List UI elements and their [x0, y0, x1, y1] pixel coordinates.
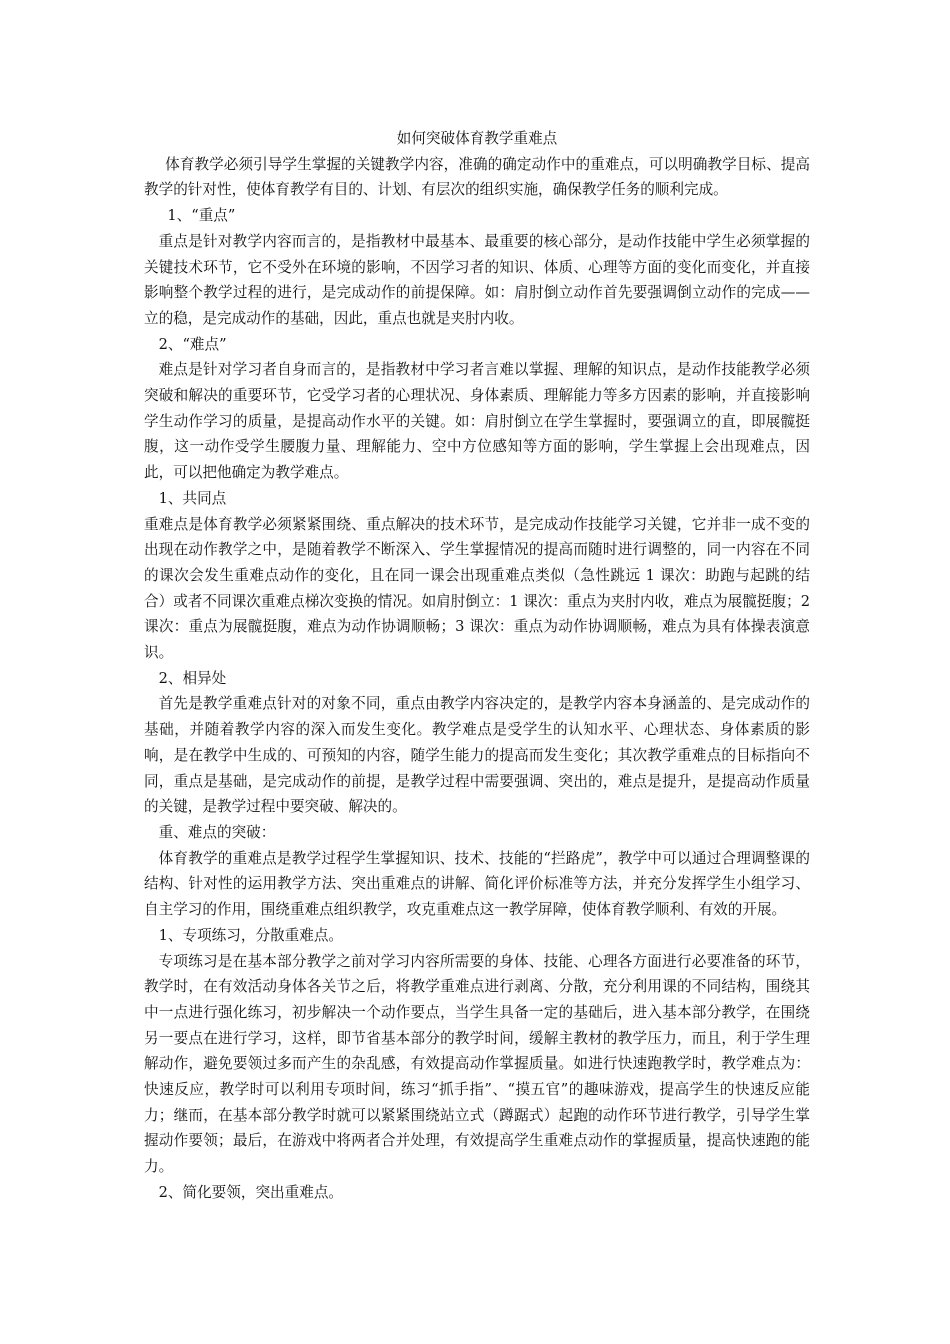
paragraph-nandian: 难点是针对学习者自身而言的，是指教材中学习者言难以掌握、理解的知识点，是动作技能教学必须突破和解决的重要环节，它受学习者的心理状况、身体素质、理解能力等多方因素的影响，并直接影响学生动作学习的质量，是提高动作水平的关键。如：肩肘倒立在学生掌握时，要强调立的直，即展髋挺腹，这一动作受学生腰腹力量、理解能力、空中方位感知等方面的影响，学生掌握上会出现难点，因此，可以把他确定为教学难点。	[144, 361, 810, 482]
paragraph-zhongdian: 重点是针对教学内容而言的，是指教材中最基本、最重要的核心部分，是动作技能中学生必须掌握的关键技术环节，它不受外在环境的影响，不因学习者的知识、体质、心理等方面的变化而变化，并直接影响整个教学过程的进行，是完成动作的前提保障。如：肩肘倒立动作首先要强调倒立动作的完成——立的稳，是完成动作的基础，因此，重点也就是夹肘内收。	[144, 232, 810, 327]
paragraph-tupo: 体育教学的重难点是教学过程学生掌握知识、技术、技能的“拦路虎”，教学中可以通过合理调整课的结构、针对性的运用教学方法、突出重难点的讲解、简化评价标准等方法，并充分发挥学生小组学习、自主学习的作用，围绕重难点组织教学，攻克重难点这一教学屏障，使体育教学顺利、有效的开展。	[144, 849, 810, 919]
document-title: 如何突破体育教学重难点	[396, 130, 558, 147]
paragraph-gongtong: 重难点是体育教学必须紧紧围绕、重点解决的技术环节，是完成动作技能学习关键，它并非一成不变的出现在动作教学之中，是随着教学不断深入、学生掌握情况的提高而随时进行调整的，同一内容在不同的课次会发生重难点动作的变化，且在同一课会出现重难点类似（急性跳远 1 课次：助跑与起跳的结合）或者不同课次重难点梯次变换的情况。如肩肘倒立：1 课次：重点为夹肘内收，难点为展髋挺腹；2 课次：重点为展髋挺腹，难点为动作协调顺畅；3 课次：重点为动作协调顺畅，难点为具有体操表演意识。	[144, 515, 810, 662]
paragraph-zhuanxiang: 专项练习是在基本部分教学之前对学习内容所需要的身体、技能、心理各方面进行必要准备的环节，教学时，在有效活动身体各关节之后，将教学重难点进行剥离、分散，充分利用课的不同结构，围绕其中一点进行强化练习，初步解决一个动作要点，当学生具备一定的基础后，进入基本部分教学，在围绕另一要点在进行学习，这样，即节省基本部分的教学时间，缓解主教材的教学压力，而且，利于学生理解动作，避免要领过多而产生的杂乱感，有效提高动作掌握质量。如进行快速跑教学时，教学难点为：快速反应，教学时可以利用专项时间，练习“抓手指”、“摸五官”的趣味游戏，提高学生的快速反应能力；继而，在基本部分教学时就可以紧紧围绕站立式（蹲踞式）起跑的动作环节进行教学，引导学生掌握动作要领；最后，在游戏中将两者合并处理，有效提高学生重难点动作的掌握质量，提高快速跑的能力。	[144, 952, 810, 1176]
heading-jianhua: 2、简化要领，突出重难点。	[158, 1183, 344, 1201]
intro-paragraph: 体育教学必须引导学生掌握的关键教学内容，准确的确定动作中的重难点，可以明确教学目标、提高教学的针对性，使体育教学有目的、计划、有层次的组织实施，确保教学任务的顺利完成。	[144, 155, 810, 199]
heading-gongtong: 1、共同点	[158, 489, 227, 507]
document-body	[144, 126, 810, 1206]
paragraph-xiangyi: 首先是教学重难点针对的对象不同，重点由教学内容决定的，是教学内容本身涵盖的、是完成动作的基础，并随着教学内容的深入而发生变化。教学难点是受学生的认知水平、心理状态、身体素质的影响，是在教学中生成的、可预知的内容，随学生能力的提高而发生变化；其次教学重难点的目标指向不同，重点是基础，是完成动作的前提，是教学过程中需要强调、突出的，难点是提升，是提高动作质量的关键，是教学过程中要突破、解决的。	[144, 695, 810, 816]
heading-tupo: 重、难点的突破：	[158, 823, 276, 841]
heading-zhongdian: 1、“重点”	[167, 207, 236, 225]
heading-nandian: 2、“难点”	[158, 335, 227, 353]
heading-zhuanxiang: 1、专项练习，分散重难点。	[158, 926, 344, 944]
heading-xiangyi: 2、相异处	[158, 669, 227, 687]
